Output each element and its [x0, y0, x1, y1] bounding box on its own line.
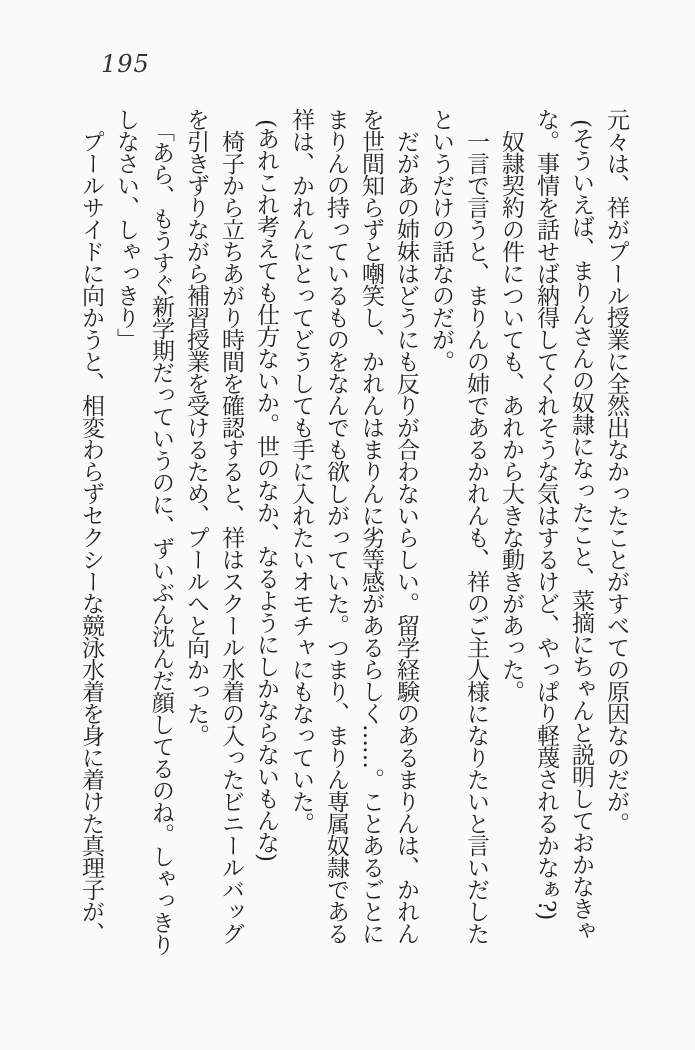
page-text: [73, 108, 633, 962]
text-column: を世間知らずと嘲笑し、かれんはまりんに劣等感があるらしく……。ことあるごとに: [358, 108, 384, 944]
text-column: しなさい、しゃっきり」: [113, 108, 139, 350]
text-column: を引きずりながら補習授業を受けるため、プールへと向かった。: [183, 108, 209, 746]
text-column: だがあの姉妹はどうにも反りが合わないらしい。留学経験のあるまりんは、かれん: [393, 130, 419, 944]
page-number: 195: [101, 50, 150, 78]
text-column: というだけの話なのだが。: [428, 108, 454, 372]
text-column: 椅子から立ちあがり時間を確認すると、祥はスクール水着の入ったビニールバッグ: [218, 130, 244, 944]
text-column: 一言で言うと、まりんの姉であるかれんも、祥のご主人様になりたいと言いだした: [463, 130, 489, 944]
text-column: プールサイドに向かうと、相変わらずセクシーな競泳水着を身に着けた真理子が、: [78, 130, 104, 944]
text-column: な。事情を話せば納得してくれそうな気はするけど、やっぱり軽蔑されるかなぁ?): [533, 108, 559, 920]
text-column: 元々は、祥がプール授業に全然出なかったことがすべての原因なのだが。: [603, 108, 629, 834]
text-column: 「あら、もうすぐ新学期だっていうのに、ずいぶん沈んだ顔してるのね。しゃっきり: [148, 119, 174, 955]
text-column: 奴隷契約の件についても、あれから大きな動きがあった。: [498, 130, 524, 702]
text-column: 祥は、かれんにとってどうしても手に入れたいオモチャにもなっていた。: [288, 108, 314, 834]
text-column: まりんの持っているものをなんでも欲しがっていた。つまり、まりん専属奴隷である: [323, 108, 349, 944]
text-column: (そういえば、まりんさんの奴隷になったこと、菜摘にちゃんと説明しておかなきゃ: [568, 119, 594, 941]
text-column: (あれこれ考えても仕方ないか。世のなか、なるようにしかならないもんな): [253, 119, 279, 861]
